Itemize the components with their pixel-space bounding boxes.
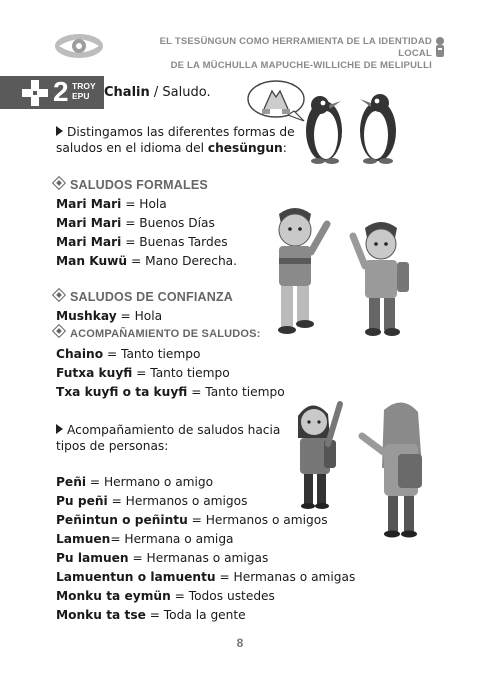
diamond-bullet-icon — [52, 176, 66, 190]
heading-confianza-text: SALUDOS DE CONFIANZA — [70, 290, 234, 304]
list-item: Mushkay = Hola — [56, 309, 163, 323]
intro-line2-suffix: : — [282, 141, 287, 155]
cultural-figure-icon — [434, 36, 446, 58]
intro-paragraph — [56, 124, 295, 156]
list-item: Lamuentun o lamuentu = Hermanas o amigas — [56, 570, 356, 584]
list-item: Mari Mari = Hola — [56, 197, 167, 211]
diamond-bullet-icon — [52, 324, 66, 338]
list-item: Mari Mari = Buenos Días — [56, 216, 215, 230]
intro-line2-bold: chesüngun — [207, 141, 283, 155]
intro-line2-prefix: saludos en el idioma del — [56, 141, 208, 155]
section-heading-formales — [54, 178, 208, 192]
list-item: Peñi = Hermano o amigo — [56, 475, 214, 489]
lesson-number: 2 — [53, 76, 69, 107]
list-item: Monku ta tse = Toda la gente — [56, 608, 246, 622]
list-item: Peñintun o peñintu = Hermanos o amigos — [56, 513, 328, 527]
lesson-words — [72, 81, 96, 101]
list-item: Mari Mari = Buenas Tardes — [56, 235, 228, 249]
eye-icon — [53, 32, 105, 60]
tipos-line1: Acompañamiento de saludos hacia — [67, 423, 281, 437]
heading-formales-text: SALUDOS FORMALES — [70, 178, 208, 192]
header-title-line1: EL TSESÜNGUN COMO HERRAMIENTA DE LA IDENTIDAD LOCAL — [159, 36, 432, 59]
header-title — [132, 36, 432, 72]
list-item: Man Kuwü = Mano Derecha. — [56, 254, 238, 268]
section-heading-acompanamiento — [54, 327, 261, 340]
bullet-arrow-icon — [56, 424, 63, 434]
diamond-bullet-icon — [52, 288, 66, 302]
tipos-paragraph — [56, 422, 280, 454]
boys-waving-illustration — [265, 202, 425, 340]
list-item: Pu lamuen = Hermanas o amigas — [56, 551, 269, 565]
list-item: Pu peñi = Hermanos o amigos — [56, 494, 248, 508]
lesson-topic — [104, 85, 211, 100]
lesson-topic-rest: / Saludo. — [149, 85, 211, 100]
mapuche-cross-icon — [22, 80, 48, 106]
list-item: Txa kuyfi o ta kuyfi = Tanto tiempo — [56, 385, 285, 399]
lesson-topic-term: Chalin — [104, 85, 150, 100]
penguins-illustration — [296, 87, 408, 165]
list-item: Monku ta eymün = Todos ustedes — [56, 589, 275, 603]
section-heading-confianza — [54, 290, 233, 304]
intro-line1: Distingamos las diferentes formas de — [67, 125, 295, 139]
list-item: Chaino = Tanto tiempo — [56, 347, 201, 361]
list-item: Futxa kuyfi = Tanto tiempo — [56, 366, 230, 380]
lesson-word-troy: TROY — [72, 81, 96, 91]
bullet-arrow-icon — [56, 126, 63, 136]
header-title-line2: DE LA MÜCHULLA MAPUCHE-WILLICHE DE MELIPULLI — [170, 60, 432, 71]
lesson-word-epu: EPU — [72, 91, 90, 101]
list-item: Lamuen= Hermana o amiga — [56, 532, 234, 546]
page-number: 8 — [236, 636, 244, 650]
tipos-line2: tipos de personas: — [56, 439, 169, 453]
heading-acompanamiento-text: ACOMPAÑAMIENTO DE SALUDOS: — [70, 328, 261, 340]
